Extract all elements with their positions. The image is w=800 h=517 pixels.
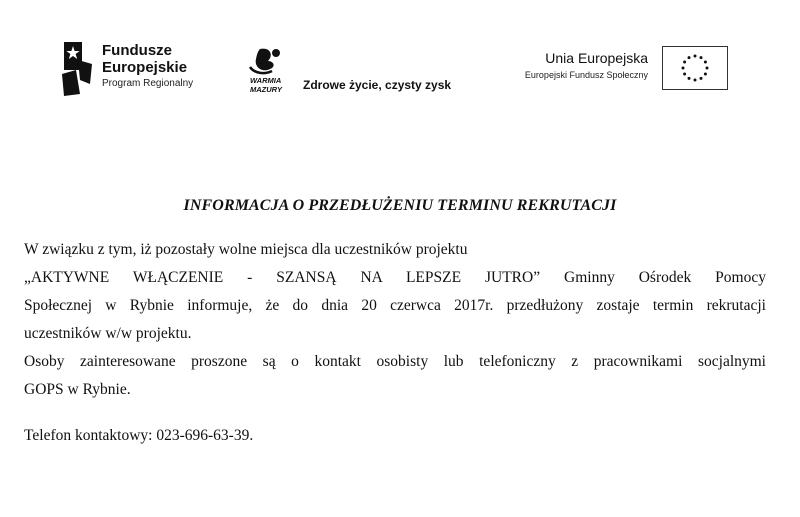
fundusze-line2: Europejskie — [102, 59, 188, 76]
ue-title: Unia Europejska — [545, 50, 648, 66]
unia-europejska-logo — [500, 46, 732, 96]
svg-text:WARMIA: WARMIA — [250, 76, 282, 85]
contact-phone: Telefon kontaktowy: 023-696-63-39. — [24, 427, 254, 444]
eu-flag-stars-icon — [662, 46, 728, 90]
body-line-5: Osoby zainteresowane proszone są o kontakt osobisty lub telefoniczny z pracownikami socjalnymi — [24, 353, 766, 370]
body-line-3: Społecznej w Rybnie informuje, że do dnia 20 czerwca 2017r. przedłużony zostaje termin rekrutacji — [24, 297, 766, 314]
body-line-6: GOPS w Rybnie. — [24, 381, 131, 398]
body-line-2: „AKTYWNE WŁĄCZENIE - SZANSĄ NA LEPSZE JUTRO” Gminny Ośrodek Pomocy — [24, 269, 766, 286]
warmia-mazury-logo — [246, 45, 476, 95]
fundusze-sub: Program Regionalny — [102, 78, 194, 89]
document-title: INFORMACJA O PRZEDŁUŻENIU TERMINU REKRUTACJI — [183, 197, 617, 214]
body-line-1: W związku z tym, iż pozostały wolne miejsca dla uczestników projektu — [24, 241, 468, 258]
warmia-mazury-emblem-icon — [246, 45, 298, 95]
body-line-4: uczestników w/w projektu. — [24, 325, 192, 342]
fundusze-line1: Fundusze — [102, 42, 172, 59]
warmia-caption: Zdrowe życie, czysty zysk — [303, 78, 452, 92]
document-body — [24, 236, 766, 450]
fundusze-europejskie-logo — [60, 40, 220, 100]
fundusze-europejskie-star-icon — [60, 40, 96, 96]
svg-text:MAZURY: MAZURY — [250, 85, 282, 94]
ue-sub: Europejski Fundusz Społeczny — [524, 70, 648, 80]
